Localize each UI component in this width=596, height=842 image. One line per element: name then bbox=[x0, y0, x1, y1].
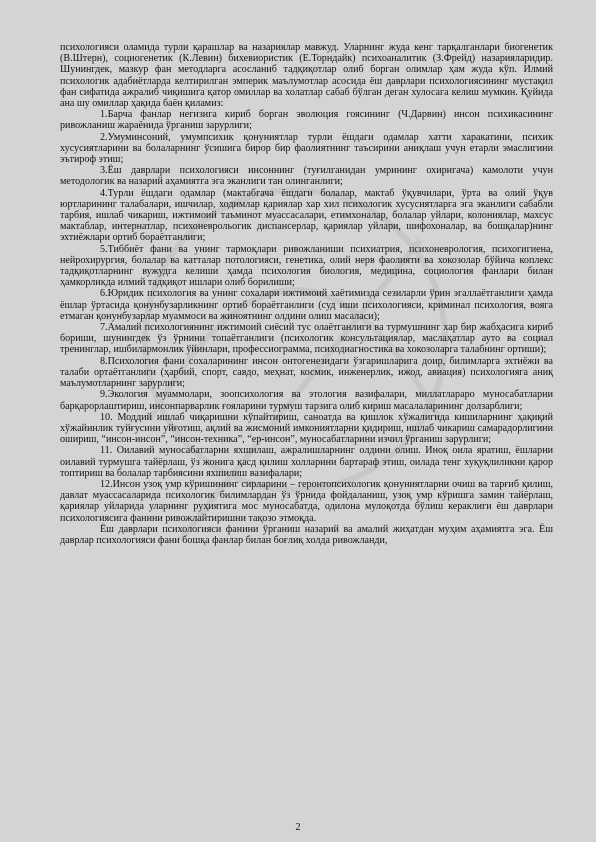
body-paragraph: Ёш даврлари психологияси фанини ўрганиш назарий ва амалий жиҳатдан муҳим аҳамиятга эга. Ёш даврлар психологияси фани бошқа фанлар билан боғлиқ холда ривожланди, bbox=[60, 523, 553, 546]
list-item: 5.Тиббиёт фани ва унинг тармоқлари ривожланиши психиатрия, психоневрология, психогигиена, нейрохирургия, болалар ва катталар потологияси, генетика, олий нерв фаолияти ва хокозолар бўйича коплекс тадқиқотларнинг вужудга келиши ҳамда психология биология, медицина, социология фанлари билан ҳамкорликда илмий тадқиқот ишлари олиб борилиши; bbox=[60, 243, 553, 289]
list-item: 8.Психология фани сохаларининг инсон онтогенезидаги ўзгаришларига доир, билимларга эхтиёжи ва талаби ортаётганлиги (ҳарбий, спорт, савдо, меҳнат, космик, инженерлик, ижод, авиация) психологияга аниқ маълумотларнинг зарурлиги; bbox=[60, 355, 553, 390]
list-item: 10. Моддий ишлаб чиқаришни кўпайтириш, саноатда ва қишлок хўжалигида кишиларнинг ҳақиқий хўжайинлик туйғусини уйғотиш, ақлий ва жисмоний имкониятларни қидириш, ишлаб чикариш самарадорлигини ошириш, “инсон-инсон”, “инсон-техника”, “ер-инсон”, муносабатларини изчил ўрганиш зарурлиги; bbox=[60, 411, 553, 446]
list-item: 4.Турли ёшдаги одамлар (мактабгача ёшдаги болалар, мактаб ўқувчилари, ўрта ва олий ўқув юртларининг талабалари, ишчилар, ходимлар қариялар хар хил психологик хусусиятларга эга эканлиги сабабли тарбия, ишлаб чикариш, ижтимоий таъминот муассасалари, етимхоналар, болалар уйлари, колониялар, махсус мактаблар, интернатлар, психоневрольогик диспансерлар, қариялар уйлари, шифохоналар, ва бошқалар)нинг эхтиёжлари ортиб бораётганлиги; bbox=[60, 187, 553, 244]
body-paragraph: психологияси оламида турли қарашлар ва назариялар мавжуд. Уларнинг жуда кенг тарқалганлари биогенетик (В.Штерн), социогенетик (К.Левин) бихевиористик (Е.Торндайк) психоаналитик (З.Фрейд) назарияларидир. Шунингдек, мазкур фан методларга асосланиб тадқиқотлар олиб борган олимлар ҳам жуда кўп. Илмий психологик адабиётларда келтирилган эмперик маълумотлар асосида ёш даврлари психологиясининг мустақил фан сифатида ажралиб чиқишига қатор омиллар ва холатлар сабаб бўлган деган хулосага келиш мумкин. Қуйида ана шу омиллар ҳақида баён қиламиз: bbox=[60, 42, 553, 110]
list-item: 3.Ёш даврлари психологияси инсоннинг (туғилганидан умрининг охиригача) камолоти учун методологик ва назарий аҳамиятга эга эканлиги тан олинганлиги; bbox=[60, 165, 553, 188]
page-number: 2 bbox=[295, 822, 301, 833]
list-item: 6.Юридик психология ва унинг сохалари ижтимоий хаётимизда сезиларли ўрин эгаллаётганлиги ҳамда ёшлар ўртасида қонунбузарликнинг ортиб бораётганлиги (суд иши психологияси, криминал психология, вояга етмаган қонунбузарлар муаммоси ва жиноятнинг олдини олиш масаласи); bbox=[60, 288, 553, 322]
document-body bbox=[60, 42, 553, 546]
list-item: 2.Умуминсоний, умумпсихик қонуниятлар турли ёшдаги одамлар хатти харакатини, психик хусусиятларини ва болаларнинг ўсишига бирор бир фаолиятнинг таъсирини аниқлаш учун етарли эмаслигини эътироф этиш; bbox=[60, 131, 553, 166]
list-item: 9.Экология муаммолари, зоопсихология ва этология вазифалари, миллатлараро муносабатларни барқарорлаштириш, инсонпарварлик ғояларини турмуш тарзига олиб кириш масалаларининг долзарблиги; bbox=[60, 389, 553, 412]
list-item: 11. Оилавий муносабатларни яхшилаш, ажралишларнинг олдини олиш. Иноқ оила яратиш, ёшларни оилавий турмушга тайёрлаш, ўз жонига қасд қилиш холларини бартараф этиш, оилада тенг хуқуқлиликни қарор топтириш ва болалар тарбиясини яхшилиш вазифалари; bbox=[60, 445, 553, 479]
list-item: 1.Барча фанлар негизига кириб борган эволюция гоясининг (Ч.Дарвин) инсон психикасининг ривожланиш жараёнида ўрганиш зарурлиги; bbox=[60, 109, 553, 132]
list-item: 7.Амалий психологиянинг ижтимоий сиёсий тус олаётганлиги ва турмушнинг хар бир жабҳасига кириб бориши, шунингдек ўз ўрнини топаётганлиги (психологик консультациялар, маслаҳатлар ауто ва социал тренинглар, ишбилармонлик ўйинлари, профессиограмма, психодиагностика ва хокозоларга талабнинг ортиши); bbox=[60, 322, 553, 356]
list-item: 12.Инсон узоқ умр кўришининг сирларини – геронтопсихологик қонуниятларни очиш ва тарғиб қилиш, давлат муассасаларида психологик билимлардан ўз ўрнида фойдаланиш, узоқ умр кўришга замин тайёрлаш, қариялар уйларида уларнинг руҳиятига мос муносабатда, одилона мулоқотда бўлиш кераклиги ёш даврлари психологиясига фанини ривожлайтиришни тақозо этмоқда. bbox=[60, 478, 553, 524]
